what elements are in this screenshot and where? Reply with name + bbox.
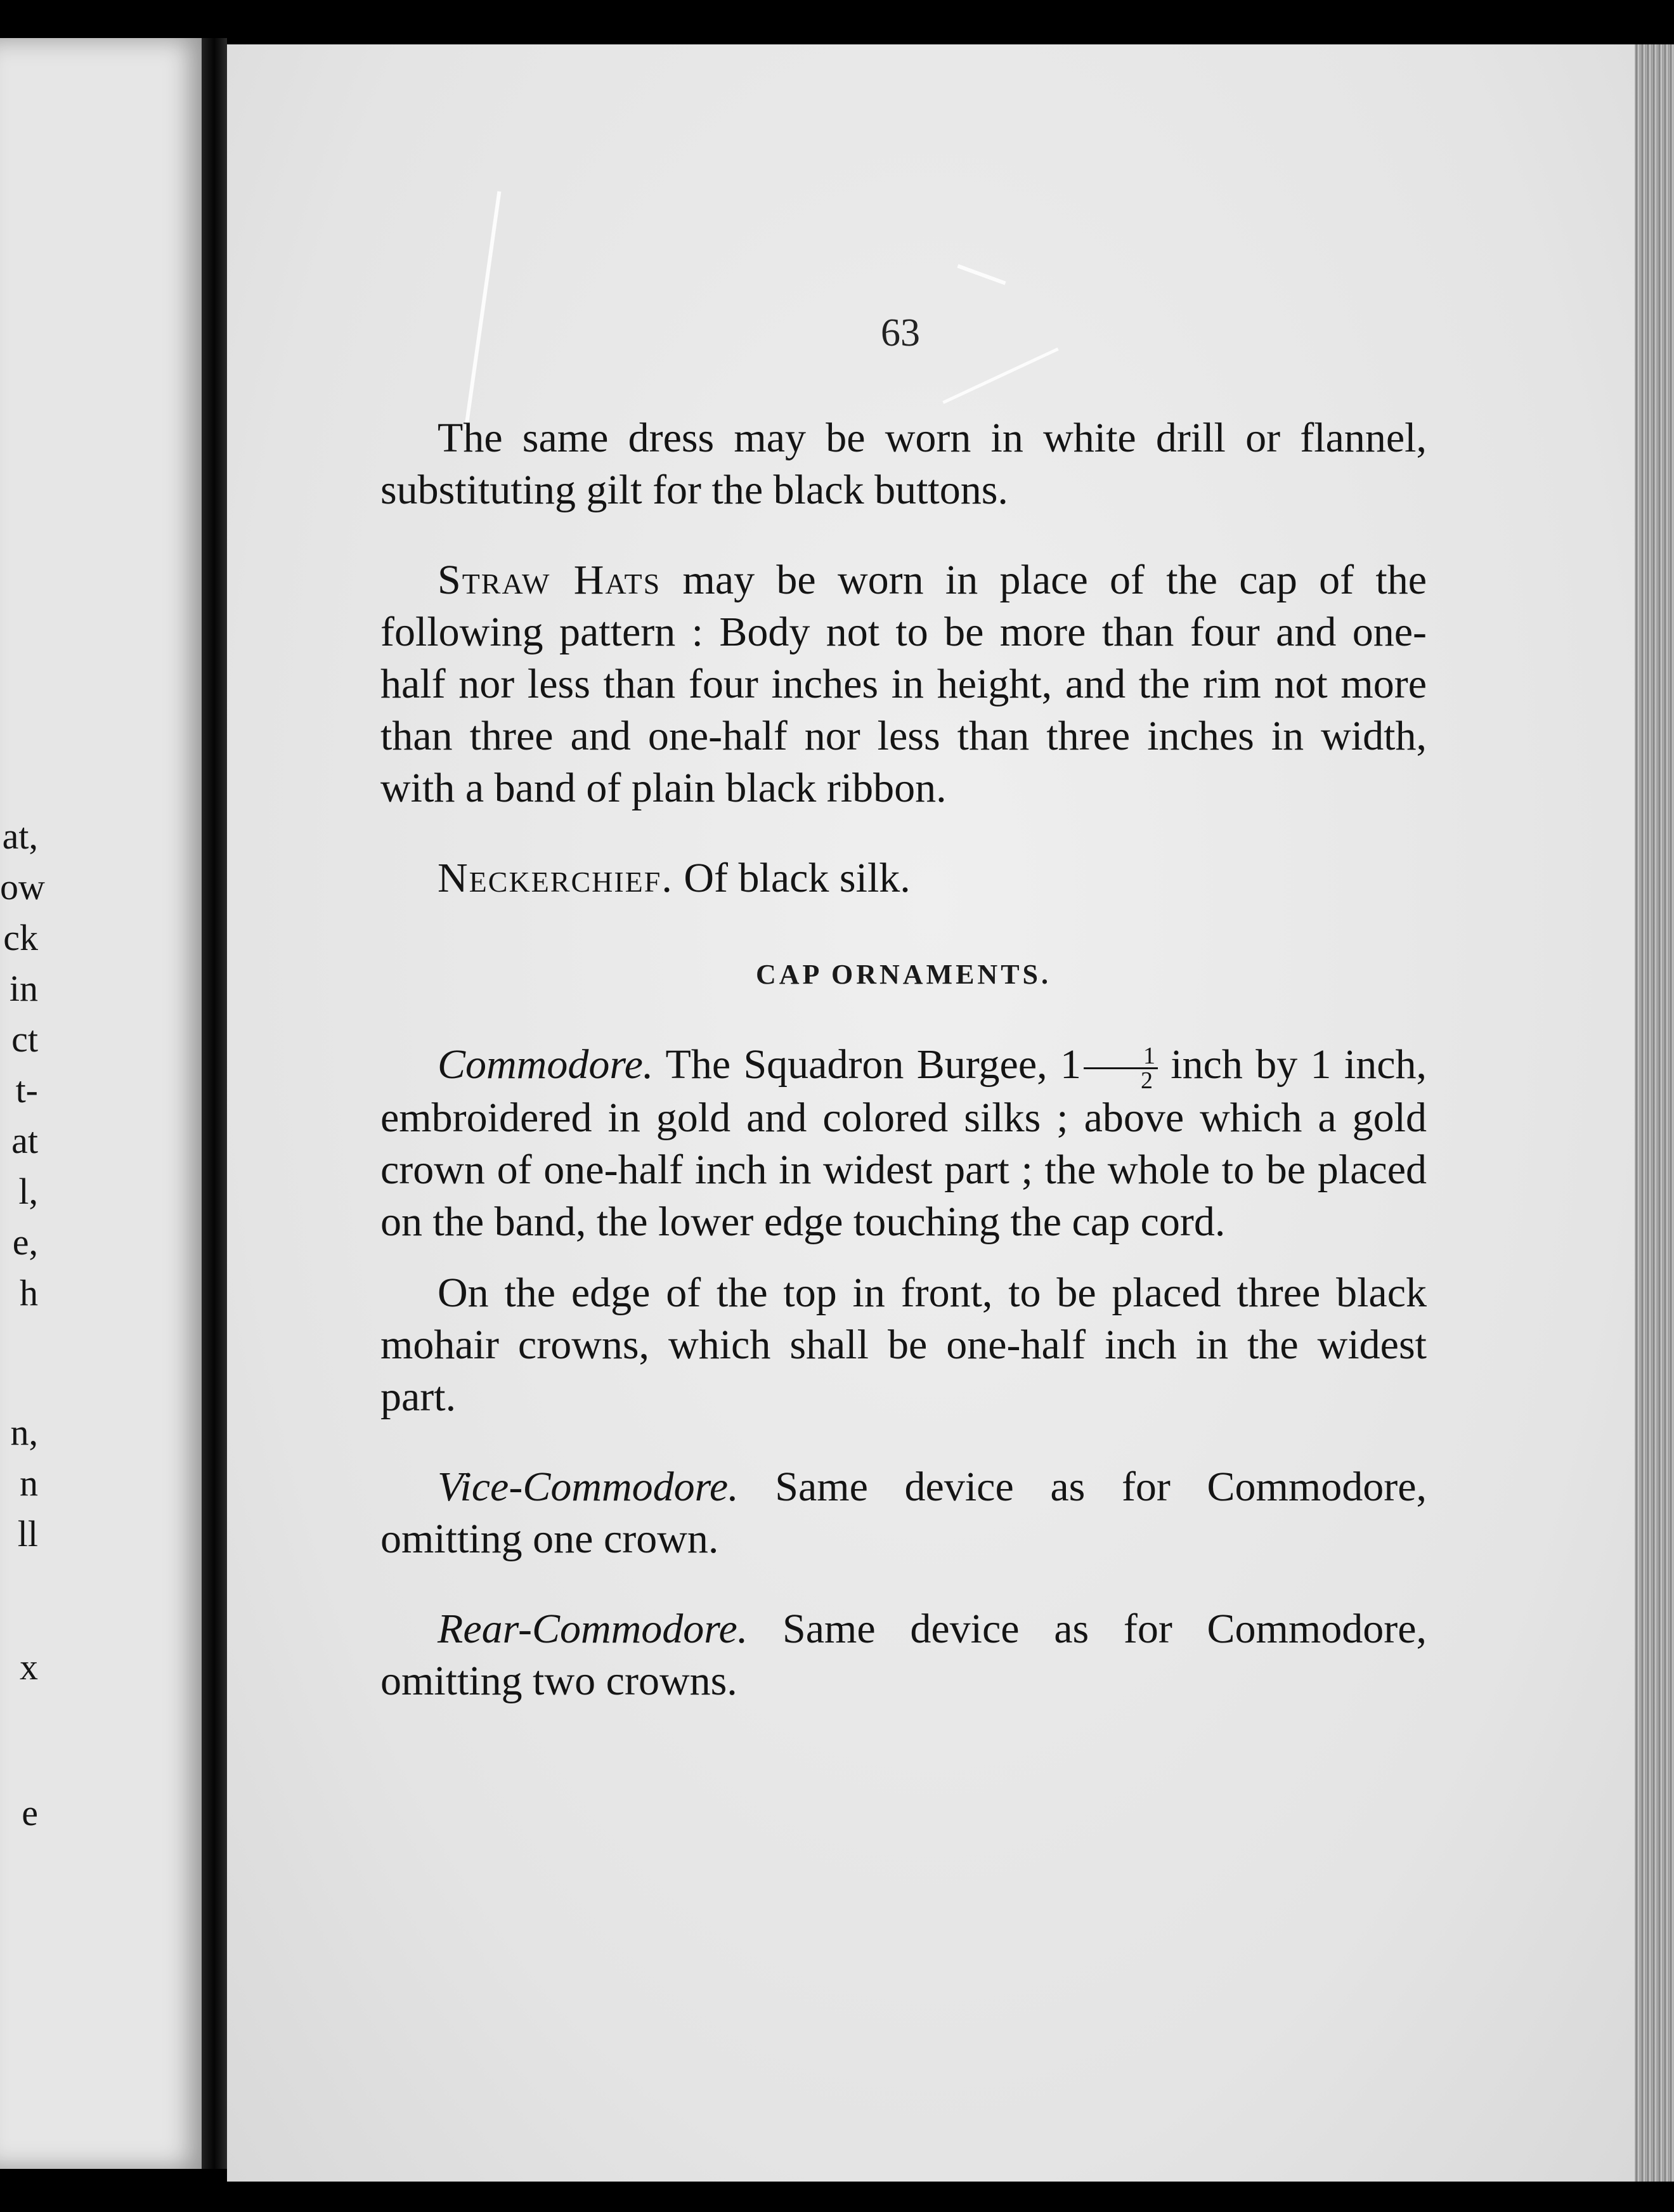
paragraph-text: On the edge of the top in front, to be placed three black mohair crowns, which shall be one-half inch in the widest part. — [380, 1270, 1427, 1421]
paragraph-lead: Straw Hats — [438, 557, 661, 603]
paragraph-lead: Commodore. — [438, 1041, 654, 1088]
left-fragment: ll — [17, 1513, 38, 1554]
paragraph-text: Same device as for Commodore, omitting one crown. — [380, 1464, 1427, 1563]
page-text — [380, 412, 1427, 1707]
scan-border-bottom — [0, 2182, 1674, 2212]
fraction-numerator: 1 — [1084, 1044, 1158, 1069]
page-stack-edge — [1635, 44, 1674, 2188]
scan-scratch — [464, 191, 502, 430]
left-fragment: ct — [11, 1018, 38, 1060]
paragraph-text: The Squadron Burgee, 1 — [653, 1041, 1081, 1088]
scan-border-top — [0, 0, 1674, 44]
section-heading: CAP ORNAMENTS. — [755, 959, 1052, 990]
scan-scratch — [942, 348, 1058, 404]
paragraph-commodore — [380, 1039, 1427, 1248]
paragraph-vice-commodore — [380, 1461, 1427, 1565]
left-fragment: h — [20, 1272, 38, 1313]
page-number: 63 — [881, 311, 920, 355]
left-fragment: l, — [18, 1171, 38, 1212]
paragraph-lead: Vice-Commodore. — [438, 1464, 739, 1511]
left-fragment: e — [22, 1792, 38, 1833]
paragraph-text: The same dress may be worn in white drill or flannel, substituting gilt for the black buttons. — [380, 415, 1427, 513]
left-fragment: ow — [0, 866, 45, 908]
left-fragment: ck — [3, 917, 38, 958]
left-fragment: e, — [12, 1221, 38, 1263]
paragraph-dress — [380, 412, 1427, 516]
scan-scratch — [957, 264, 1006, 285]
left-fragment: at, — [2, 816, 38, 857]
paragraph-rear-commodore — [380, 1603, 1427, 1707]
paragraph-lead: Rear-Commodore. — [438, 1606, 748, 1653]
paragraph-text: may be worn in place of the cap of the following pattern : Body not to be more than four and one-half nor less than four inches in height, and the rim not more than three and one-half nor less than three inches in width, with a band of plain black ribbon. — [380, 557, 1427, 811]
left-fragment: x — [20, 1646, 38, 1688]
fraction-one-half — [1084, 1043, 1158, 1095]
fraction-denominator: 2 — [1140, 1067, 1153, 1095]
paragraph-text: inch by 1 inch, embroidered in gold and colored silks ; above which a gold crown of one-half inch in widest part ; the whole to be placed on the band, the lower edge touching the cap cord. — [380, 1041, 1427, 1246]
book-gutter — [202, 38, 227, 2169]
left-fragment: in — [9, 968, 38, 1009]
previous-page-sliver — [0, 38, 209, 2169]
left-fragment: n, — [10, 1412, 38, 1453]
left-fragment: at — [11, 1120, 38, 1161]
paragraph-neckerchief — [380, 852, 1427, 904]
left-fragment: t- — [15, 1069, 38, 1110]
paragraph-text: Same device as for Commodore, omitting two crowns. — [380, 1606, 1427, 1705]
left-fragment: n — [20, 1462, 38, 1504]
paragraph-crowns — [380, 1267, 1427, 1423]
paragraph-text: Of black silk. — [673, 855, 911, 901]
paragraph-straw-hats — [380, 554, 1427, 814]
paragraph-lead: Neckerchief. — [438, 855, 673, 901]
